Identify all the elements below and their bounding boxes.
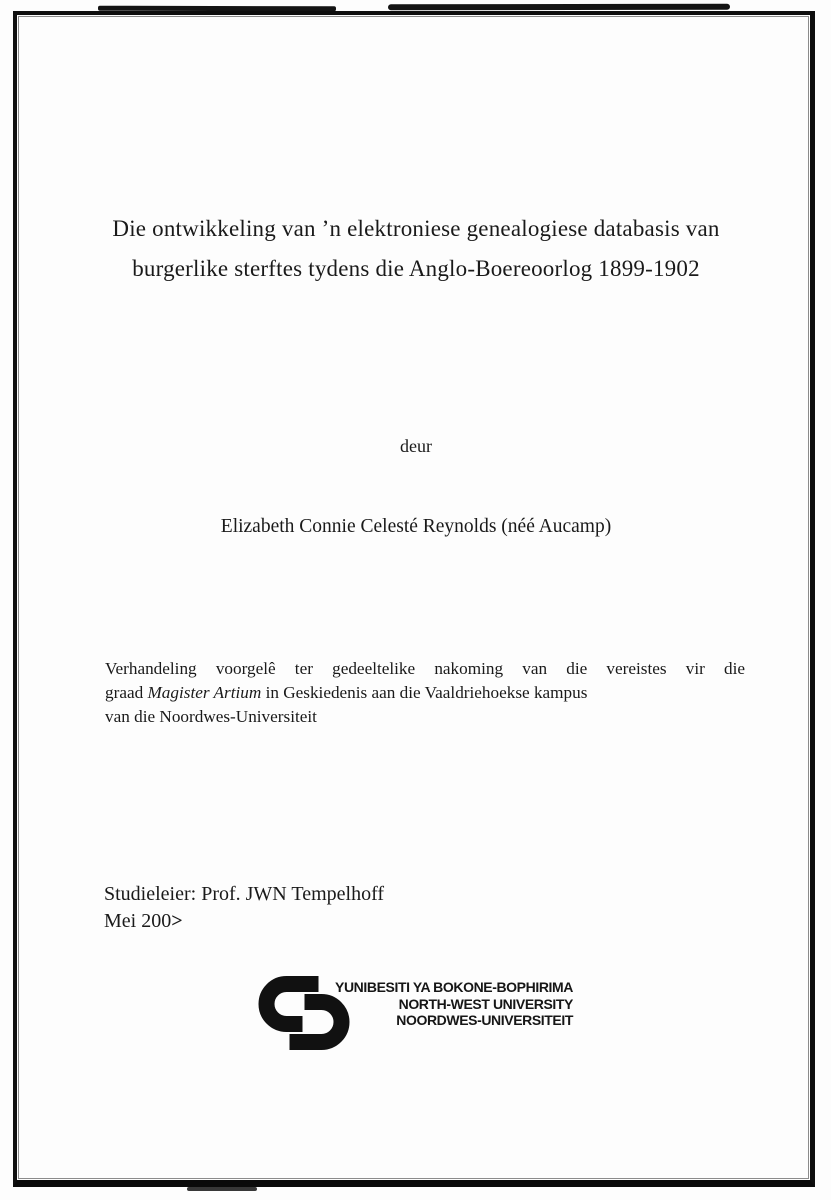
scan-artifact [187,1187,257,1191]
degree-name-italic: Magister Artium [147,683,262,702]
date-glyph: > [171,910,183,932]
degree-statement-line3: van die Noordwes-Universiteit [105,707,317,726]
date-prefix: Mei 200 [104,910,172,932]
supervisor-block [104,881,384,935]
nwu-logo-text [317,979,573,1029]
degree-statement-line2-pre: graad [105,683,148,702]
nwu-logo [256,974,576,1052]
logo-line-english: NORTH-WEST UNIVERSITY [398,995,573,1012]
thesis-title-line2: burgerlike sterftes tydens die Anglo-Boereoorlog 1899-1902 [132,256,700,281]
thesis-title-line1: Die ontwikkeling van ’n elektroniese genealogiese databasis van [112,216,720,241]
byline-label: deur [400,436,432,456]
logo-line-afrikaans: NOORDWES-UNIVERSITEIT [396,1012,573,1028]
scan-artifact [388,4,730,11]
degree-statement [105,657,745,729]
degree-statement-line2 [105,681,745,705]
author-name: Elizabeth Connie Celesté Reynolds (néé Aucamp) [220,516,612,537]
thesis-title [20,209,812,289]
supervisor-line: Studieleier: Prof. JWN Tempelhoff [104,883,385,905]
degree-statement-line1: Verhandeling voorgelê ter gedeeltelike nakoming van die vereistes vir die [105,659,745,678]
logo-line-setswana: YUNIBESITI YA BOKONE-BOPHIRIMA [335,979,573,995]
degree-statement-line2-post: in Geskiedenis aan die Vaaldriehoekse kampus [261,683,588,702]
date-line [104,908,384,935]
